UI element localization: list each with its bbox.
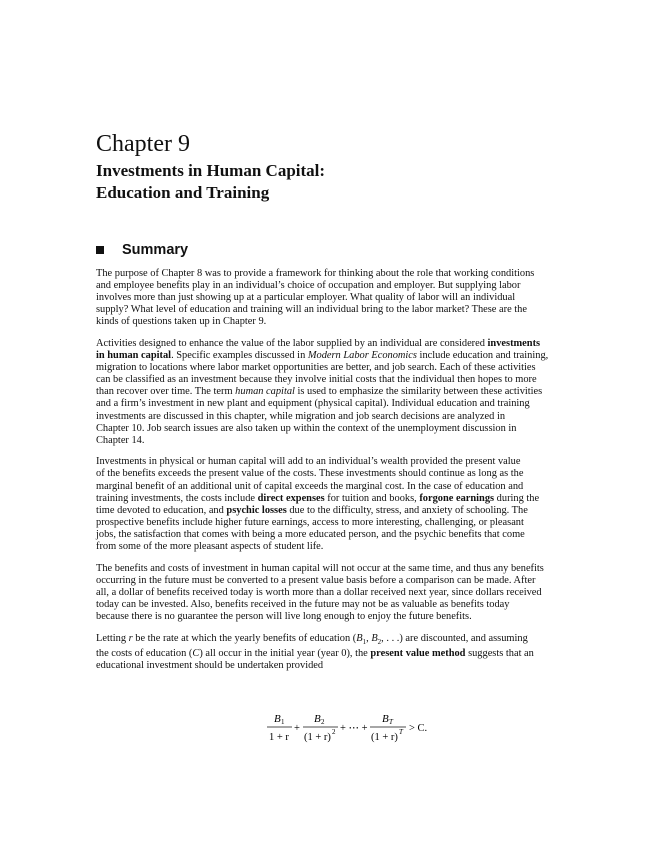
chapter-subtitle — [96, 160, 325, 204]
text-line: kinds of questions taken up in Chapter 9. — [96, 316, 267, 328]
paragraph-1 — [96, 268, 600, 328]
key-term: psychic losses — [226, 504, 287, 516]
text-line: supply? What level of education and training will an individual bring to the labor market? These are the — [96, 304, 527, 316]
summary-heading-text: Summary — [122, 242, 189, 258]
plus-sign: + — [294, 723, 300, 734]
key-term: present value method — [370, 647, 466, 659]
summary-body — [96, 268, 600, 681]
text-line: The benefits and costs of investment in human capital will not occur at the same time, and thus any benefits — [96, 562, 544, 574]
text-line: time devoted to education, and psychic losses due to the difficulty, stress, and anxiety of schooling. The — [96, 504, 528, 516]
text-line: Investments in physical or human capital will add to an individual’s wealth provided the present value — [96, 456, 521, 468]
svg-text:1: 1 — [281, 718, 285, 726]
text-line: can be classified as an investment because they involve initial costs that the individual then hopes to more — [96, 374, 537, 386]
present-value-formula — [170, 709, 440, 752]
svg-text:(1 + r): (1 + r) — [371, 732, 398, 743]
square-bullet-icon — [96, 246, 104, 254]
text-line: the costs of education (C) all occur in the initial year (year 0), the present value method suggests that an — [96, 647, 534, 659]
key-term: investments — [487, 337, 541, 349]
text-line: than recover over time. The term human capital is used to emphasize the similarity between these activities — [96, 386, 543, 398]
text-line: migration to locations where labor market opportunities are better, and job search. Each of these activities — [96, 362, 536, 374]
key-term: direct expenses — [257, 492, 325, 504]
svg-text:2: 2 — [321, 718, 325, 726]
text-line: today can be invested. Also, benefits received in the future may not be as valuable as benefits today — [96, 598, 510, 610]
text-line: jobs, the satisfaction that comes with being a more educated person, and the psychic benefits that come — [96, 528, 525, 540]
italic-term: human capital — [235, 386, 295, 398]
text-line: Activities designed to enhance the value of the labor supplied by an individual are considered investments — [96, 337, 541, 349]
paragraph-5 — [96, 633, 600, 672]
text-line: prospective benefits include higher future earnings, access to more interesting, challenging, or pleasant — [96, 516, 524, 528]
key-term: in human capital — [96, 350, 172, 362]
text-line: occurring in the future must be converted to a present value basis before a comparison can be made. After — [96, 574, 536, 586]
chapter-subtitle-line1: Investments in Human Capital: — [96, 161, 326, 180]
text-line: Chapter 14. — [96, 434, 145, 446]
svg-text:B: B — [382, 713, 389, 725]
text-line: marginal benefit of an additional unit of capital exceeds the marginal cost. In the case of education and — [96, 480, 524, 492]
text-line: in human capital. Specific examples discussed in Modern Labor Economics include education and training, — [96, 350, 549, 362]
text-line: training investments, the costs include direct expenses for tuition and books, forgone earnings during the — [96, 492, 540, 504]
text-line: and employee benefits play in an individual’s choice of occupation and employer. But supplying labor — [96, 280, 521, 292]
chapter-title: Chapter 9 — [96, 131, 190, 157]
ellipsis-plus: + ⋯ + — [340, 723, 368, 734]
text-line: involves more than just showing up at a particular employer. What quality of labor will an individual — [96, 292, 516, 304]
paragraph-4 — [96, 563, 600, 623]
formula-term-t — [370, 713, 406, 743]
chapter-subtitle-line2: Education and Training — [96, 183, 270, 202]
text-line: educational investment should be undertaken provided — [96, 659, 324, 671]
svg-text:1 + r: 1 + r — [269, 732, 289, 743]
formula-term-1 — [267, 713, 292, 743]
formula-rhs: > C. — [409, 723, 428, 734]
text-line: all, a dollar of benefits received today is worth more than a dollar received next year, since dollars received — [96, 586, 542, 598]
summary-heading — [96, 240, 188, 260]
text-line: investments are discussed in this chapter, while migration and job search decisions are analyzed in — [96, 410, 506, 422]
paragraph-3 — [96, 456, 600, 553]
key-term: forgone earnings — [419, 492, 495, 504]
text-line: of the benefits exceeds the present value of the costs. These investments should continue as long as the — [96, 468, 524, 480]
svg-text:(1 + r): (1 + r) — [304, 732, 331, 743]
svg-text:T: T — [399, 728, 403, 736]
formula-svg — [170, 709, 440, 749]
text-line: because there is no guarantee the person will live long enough to enjoy the future benefits. — [96, 610, 472, 622]
text-line: Chapter 10. Job search issues are also taken up within the context of the unemployment discussion in — [96, 422, 517, 434]
text-line: from some of the more pleasant aspects of student life. — [96, 540, 324, 552]
svg-text:T: T — [389, 718, 393, 726]
svg-text:2: 2 — [332, 728, 336, 736]
paragraph-2 — [96, 338, 600, 447]
text-line: and a firm’s investment in new plant and equipment (physical capital). Individual education and training — [96, 398, 530, 410]
book-title: Modern Labor Economics — [307, 350, 417, 362]
text-line: The purpose of Chapter 8 was to provide a framework for thinking about the role that working conditions — [96, 268, 535, 279]
svg-text:B: B — [274, 713, 281, 725]
svg-text:B: B — [314, 713, 321, 725]
formula-term-2 — [303, 713, 338, 743]
text-line: Letting r be the rate at which the yearly benefits of education ($B_1$, $B_2$, . . .) are discounted, and assuming — [96, 632, 528, 646]
